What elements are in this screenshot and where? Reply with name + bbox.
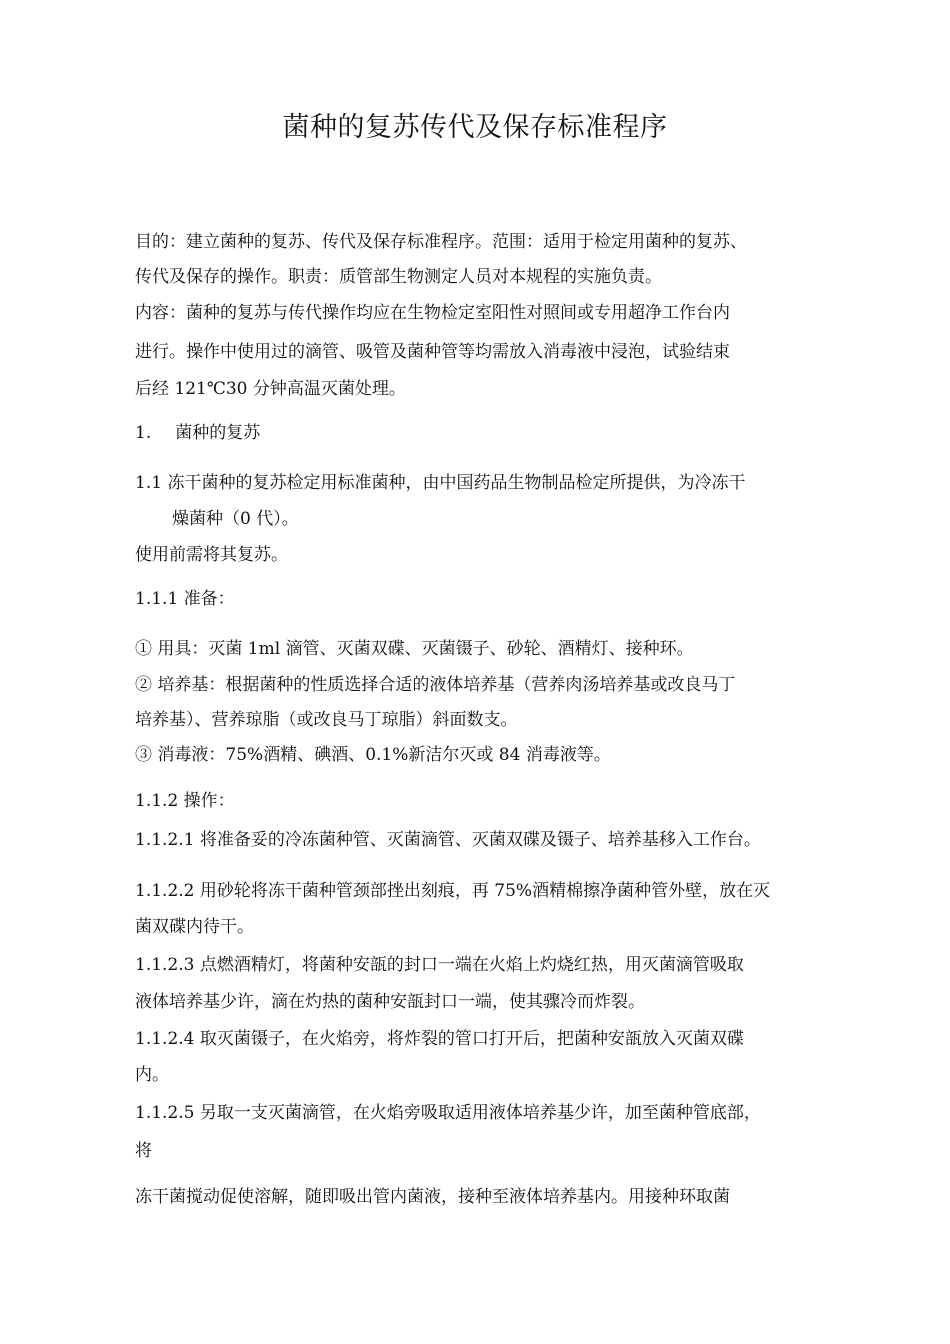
subheading-1-1-1: 1.1.1 准备： (135, 589, 235, 609)
text-line: 冻干菌搅动促使溶解，随即吸出管内菌液，接种至液体培养基内。用接种环取菌 (135, 1187, 730, 1207)
list-item-medium: ② 培养基：根据菌种的性质选择合适的液体培养基（营养肉汤培养基或改良马丁 (135, 675, 736, 695)
text-line: 传代及保存的操作。职责：质管部生物测定人员对本规程的实施负责。 (135, 267, 662, 287)
section-heading-1 (135, 421, 260, 445)
text-line-content: 内容：菌种的复苏与传代操作均应在生物检定室阳性对照间或专用超净工作台内 (135, 303, 730, 323)
section-number: 1. (135, 423, 152, 443)
step-1-1-2-3: 1.1.2.3 点燃酒精灯，将菌种安瓿的封口一端在火焰上灼烧红热，用灭菌滴管吸取 (135, 955, 744, 975)
section-title: 菌种的复苏 (175, 423, 261, 443)
text-line: 使用前需将其复苏。 (135, 545, 288, 565)
text-line: 将 (135, 1141, 152, 1161)
step-1-1-2-1: 1.1.2.1 将准备妥的冷冻菌种管、灭菌滴管、灭菌双碟及镊子、培养基移入工作台。 (135, 830, 761, 850)
text-line: 后经 121℃30 分钟高温灭菌处理。 (135, 379, 406, 399)
text-line: 菌双碟内待干。 (135, 917, 254, 937)
text-line: 内。 (135, 1065, 169, 1085)
text-line: 培养基）、营养琼脂（或改良马丁琼脂）斜面数支。 (135, 710, 518, 730)
subheading-1-1-2: 1.1.2 操作： (135, 791, 235, 811)
text-line: 进行。操作中使用过的滴管、吸管及菌种管等均需放入消毒液中浸泡，试验结束 (135, 342, 730, 362)
text-line-1-1: 1.1 冻干菌种的复苏检定用标准菌种，由中国药品生物制品检定所提供，为冷冻干 (135, 473, 746, 493)
step-1-1-2-2: 1.1.2.2 用砂轮将冻干菌种管颈部挫出刻痕，再 75%酒精棉擦净菌种管外壁，放在灭 (135, 881, 771, 901)
document-title: 菌种的复苏传代及保存标准程序 (282, 112, 668, 143)
text-line: 液体培养基少许，滴在灼热的菌种安瓿封口一端，使其骤冷而炸裂。 (135, 992, 645, 1012)
step-1-1-2-4: 1.1.2.4 取灭菌镊子，在火焰旁，将炸裂的管口打开后，把菌种安瓿放入灭菌双碟 (135, 1029, 744, 1049)
list-item-disinfectant: ③ 消毒液：75%酒精、碘酒、0.1%新洁尔灭或 84 消毒液等。 (135, 745, 611, 765)
text-line: 燥菌种（0 代）。 (172, 509, 299, 529)
text-line-purpose: 目的：建立菌种的复苏、传代及保存标准程序。范围：适用于检定用菌种的复苏、 (135, 232, 747, 252)
step-1-1-2-5: 1.1.2.5 另取一支灭菌滴管，在火焰旁吸取适用液体培养基少许，加至菌种管底部， (135, 1103, 761, 1123)
list-item-tools: ① 用具：灭菌 1ml 滴管、灭菌双碟、灭菌镊子、砂轮、酒精灯、接种环。 (135, 639, 694, 659)
